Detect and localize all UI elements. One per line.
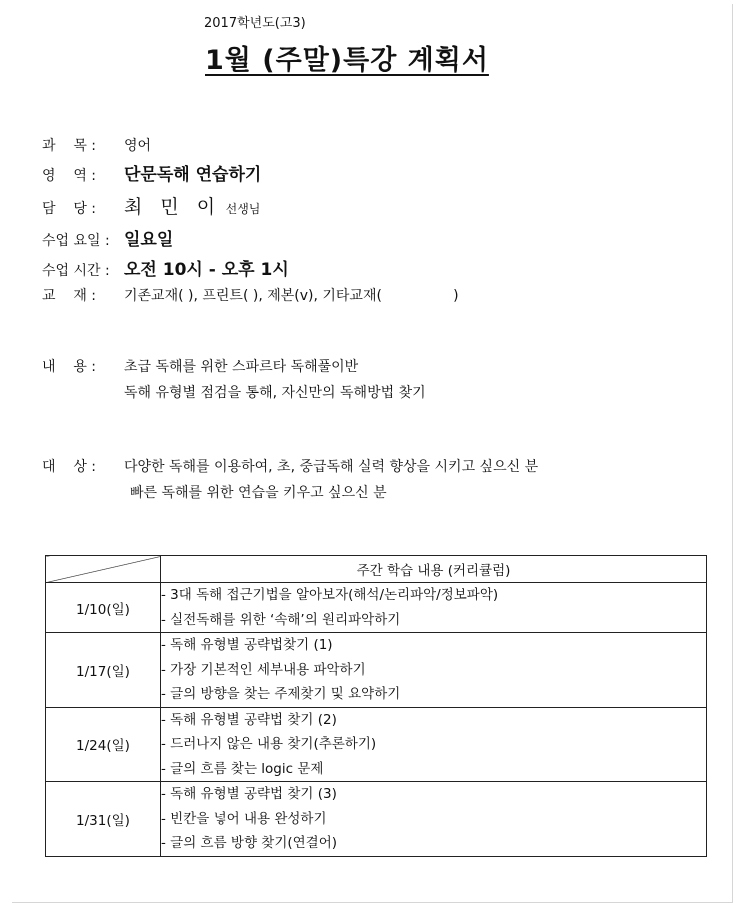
day-row bbox=[42, 225, 173, 250]
week-items bbox=[161, 583, 707, 633]
materials-label: 교 재 : bbox=[42, 288, 97, 304]
table-row bbox=[46, 782, 707, 857]
week-items bbox=[161, 782, 707, 857]
content-label: 내 용 : bbox=[42, 359, 97, 375]
curriculum-header: 주간 학습 내용 (커리큘럼) bbox=[161, 556, 707, 583]
target-label: 대 상 : bbox=[42, 459, 97, 475]
week-items bbox=[161, 633, 707, 708]
list-item: - 빈칸을 넣어 내용 완성하기 bbox=[161, 810, 327, 827]
time-value: 오전 10시 - 오후 1시 bbox=[124, 260, 289, 280]
day-label: 수업 요일 : bbox=[42, 233, 110, 249]
target-row bbox=[42, 456, 538, 476]
week-date: 1/31(일) bbox=[46, 782, 161, 857]
teacher-name: 최 민 이 bbox=[124, 196, 222, 218]
week-date: 1/10(일) bbox=[46, 583, 161, 633]
week-items bbox=[161, 707, 707, 782]
subject-row bbox=[42, 135, 151, 155]
time-label: 수업 시간 : bbox=[42, 263, 110, 279]
list-item: - 실전독해를 위한 ‘속해’의 원리파악하기 bbox=[161, 611, 401, 628]
area-row bbox=[42, 160, 261, 185]
target-line1: 다양한 독해를 이용하여, 초, 중급독해 실력 향상을 시키고 싶으신 분 bbox=[124, 459, 539, 475]
teacher-suffix: 선생님 bbox=[225, 202, 261, 216]
table-row bbox=[46, 633, 707, 708]
list-item: - 가장 기본적인 세부내용 파악하기 bbox=[161, 661, 366, 678]
materials-row bbox=[42, 285, 459, 305]
target-line2: 빠른 독해를 위한 연습을 키우고 싶으신 분 bbox=[130, 485, 387, 501]
content-row bbox=[42, 356, 358, 376]
list-item: - 3대 독해 접근기법을 알아보자(해석/논리파악/정보파악) bbox=[161, 587, 499, 603]
table-row bbox=[46, 583, 707, 633]
school-year: 2017학년도(고3) bbox=[204, 16, 306, 31]
subject-label: 과 목 : bbox=[42, 138, 97, 154]
day-value: 일요일 bbox=[124, 230, 174, 250]
diagonal-corner-cell bbox=[46, 556, 161, 583]
list-item: - 글의 흐름 방향 찾기(연결어) bbox=[161, 835, 338, 851]
materials-value: 기존교재( ), 프린트( ), 제본(v), 기타교재( ) bbox=[124, 288, 459, 304]
table-row bbox=[46, 707, 707, 782]
time-row bbox=[42, 255, 289, 280]
page-title: 1월 (주말)특강 계획서 bbox=[205, 45, 489, 76]
list-item: - 글의 흐름 찾는 logic 문제 bbox=[161, 760, 324, 777]
teacher-label: 담 당 : bbox=[42, 201, 97, 217]
list-item: - 독해 유형별 공략법 찾기 (2) bbox=[161, 711, 337, 728]
list-item: - 독해 유형별 공략법 찾기 (3) bbox=[161, 786, 337, 802]
curriculum-header-row bbox=[46, 556, 707, 583]
subject-value: 영어 bbox=[124, 138, 152, 154]
area-label: 영 역 : bbox=[42, 168, 97, 184]
teacher-row bbox=[42, 192, 260, 219]
list-item: - 글의 방향을 찾는 주제찾기 및 요약하기 bbox=[161, 686, 401, 702]
content-line1: 초급 독해를 위한 스파르타 독해풀이반 bbox=[124, 359, 359, 375]
area-value: 단문독해 연습하기 bbox=[124, 165, 262, 185]
list-item: - 드러나지 않은 내용 찾기(추론하기) bbox=[161, 736, 377, 752]
list-item: - 독해 유형별 공략법찾기 (1) bbox=[161, 637, 333, 653]
week-date: 1/24(일) bbox=[46, 707, 161, 782]
week-date: 1/17(일) bbox=[46, 633, 161, 708]
content-line2: 독해 유형별 점검을 통해, 자신만의 독해방법 찾기 bbox=[124, 385, 426, 401]
curriculum-table bbox=[45, 555, 707, 857]
